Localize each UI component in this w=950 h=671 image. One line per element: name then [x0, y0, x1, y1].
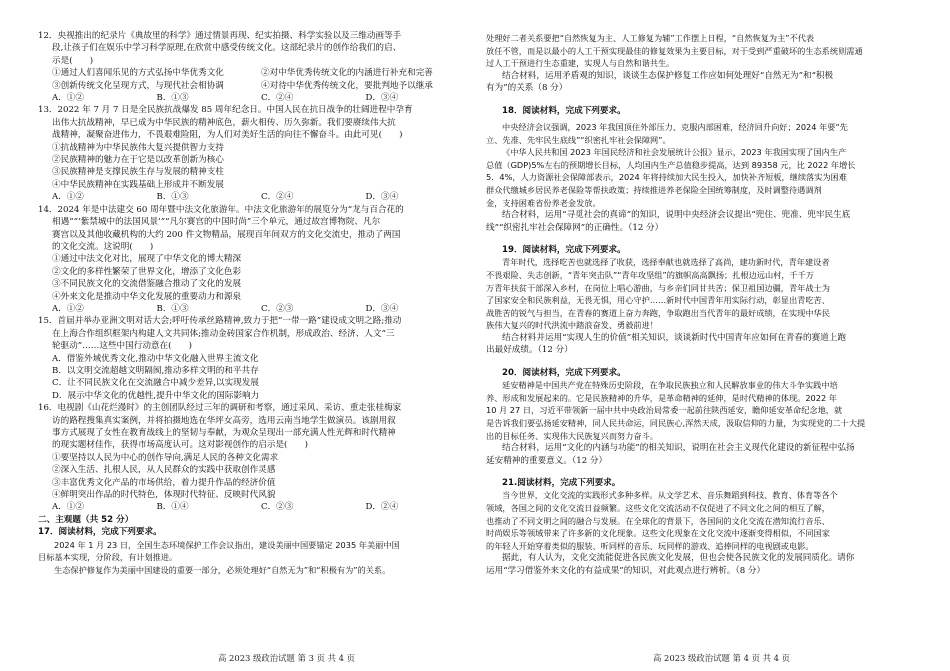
q14-stem	[38, 204, 470, 254]
q16-items	[38, 452, 470, 502]
q12-items-row	[38, 67, 470, 79]
q17-material-line: 放任不管，而是以最小的人工干预实现最佳的修复效果为主要目标，对于受到严重破坏的生态系统则需通	[486, 45, 863, 56]
q14-stem-line: 赛宫以及其他收藏机构的大约 200 件文物精品，展现百年间双方的文化交流史，推动了两国	[52, 229, 401, 240]
q13-choice-b: B．①③	[156, 192, 189, 203]
q13-item: ①抗战精神为中华民族伟大复兴提供智力支持	[52, 142, 224, 153]
page-footer-left: 高 2023 级政治试题 第 3 页 共 4 页	[218, 653, 356, 663]
question-17-continued	[486, 32, 914, 95]
question-20	[486, 367, 914, 467]
q15-option-d: D．展示中华文化的优越性,提升中华文化的国际影响力	[52, 390, 260, 401]
q15-stem-line: 在上海合作组织框架内构建人文共同体;推动金砖国家合作机制，形成政治、经济、人文“三	[52, 328, 395, 339]
q12-choice-a: A．①②	[52, 93, 84, 104]
question-14	[38, 204, 470, 316]
question-13	[38, 104, 470, 203]
q12-item: ④对待中华优秀传统文化，要批判地予以继承	[261, 80, 433, 91]
q18-material-line: 群众代缴城乡居民养老保险等帮扶政策；持续推进养老保险全国统筹制度，及时调整待遇调剂	[486, 184, 822, 195]
q15-stem	[38, 315, 470, 352]
q20-material-line: 是告诉我们要弘扬延安精神，同人民共命运，同民族心,浑然天成，汲取信仰的力量，为实现党的二十大提	[486, 417, 866, 428]
q13-stem-line: 出伟大抗战精神，早已成为中华民族的精神底色，薪火相传、历久弥新。我们要赓续伟大抗	[52, 117, 396, 128]
q13-item: ④中华民族精神在实践基础上形成并不断发展	[52, 179, 224, 190]
q19-material-line: 战胜苦的锐气与担当，在青春的赛道上奋力奔跑，争取跑出当代青年的最好成绩，在实现中华民	[486, 307, 830, 318]
q12-stem-line: 示是( )	[52, 55, 94, 66]
q16-item: ③丰富优秀文化产品的市场供给，着力提升作品的经济价值	[52, 477, 276, 488]
q12-stem-line: 12．央视推出的纪录片《典故里的科学》通过情景再现、纪实拍摄、科学实验以及三维动画等手	[38, 31, 402, 41]
question-18	[486, 105, 914, 234]
q16-choice-d: D．②④	[365, 502, 399, 513]
left-column	[38, 0, 470, 671]
q17-material	[38, 539, 470, 577]
q14-stem-line: 的文化交流。这说明( )	[52, 241, 154, 252]
q16-choice-a: A．①②	[52, 502, 84, 513]
q16-choice-b: B．①④	[156, 502, 189, 513]
q12-stem-line: 段,让孩子们在娱乐中学习科学原理,在欣赏中感受传统文化。这部纪录片的创作给我们的启、	[52, 43, 402, 54]
q21-task-line: 运用“学习借鉴外来文化的有益成果”的知识，对此观点进行辨析。（8 分）	[486, 565, 766, 576]
q14-stem-line: 相遇”“‘紫禁城中的法国风景’”“凡尔赛宫的中国时尚”三个单元，通过故宫博物院、凡尔	[52, 217, 381, 228]
q21-material-line: 当今世界，文化交流的实践形式多种多样。从文学艺术、音乐舞蹈到科技、教育、体育等各个	[502, 490, 838, 501]
q16-stem-line: 16．电视剧《山花烂漫时》的主创团队经过三年的调研和考察，通过采风、采访、重走张桂梅家	[38, 403, 402, 414]
section-heading: 二、主观题（共 52 分）	[38, 514, 134, 525]
q20-material-line: 10 月 27 日，习近平带领新一届中共中央政治局常委一起前往陕西延安，瞻仰延安革命纪念地，就	[486, 405, 843, 416]
q16-stem-line: 事方式展现了女性在教育战线上的坚韧与奉献，为观众呈现出一部充满人性光辉和时代精神	[52, 428, 396, 438]
q12-choices	[38, 92, 470, 104]
q14-item: ②文化的多样性繁荣了世界文化，增添了文化色彩	[52, 266, 242, 277]
q12-items-row	[38, 80, 470, 92]
q19-task-line: 结合材料并运用“实现人生的价值”相关知识，谈谈新时代中国青年应如何在青春的赛道上跑	[502, 332, 846, 343]
q18-material-line: 中央经济会议强调，2023 年我国顶住外部压力、克服内部困难，经济回升向好；2024 年要“先	[502, 122, 848, 132]
question-12	[38, 30, 470, 104]
question-17	[38, 526, 470, 576]
q13-stem-line: 战精神，凝聚奋进伟力，不畏艰难险阻，为人们对美好生活的向往不懈奋斗。由此可见( )	[52, 130, 403, 141]
q14-choice-d: D．③④	[365, 303, 399, 314]
q18-task-line: 结合材料，运用“寻觅社会的真谛”的知识，说明中央经济会议提出“兜住、兜准、兜牢民生底	[502, 210, 851, 221]
q17-material-line: 处理好二者关系要把“自然恢复为主、人工修复为辅”工作摆上日程，“自然恢复为主”不代表	[486, 33, 815, 43]
q13-choice-c: C．②④	[261, 192, 294, 203]
q19-task	[486, 332, 914, 357]
q18-material-line: 5．4%，人力资源社会保障部表示，2024 年将持续加大民生投入，加快补齐短板，继续落实为困难	[486, 172, 847, 183]
q20-task-line: 延安精神的重要意义。（12 分）	[486, 455, 608, 466]
q17-material-line: 过人工干预进行生态重建，实现人与自然和谐共生。	[486, 58, 675, 69]
q12-stem	[38, 30, 470, 67]
q18-material-line: 立、先准、先牢民生底线”“织密扎牢社会保障网”。	[486, 134, 671, 145]
q16-item: ②深入生活、扎根人民，从人民群众的实践中获取创作灵感	[52, 465, 276, 476]
q16-choice-c: C．②③	[261, 502, 294, 513]
q20-title: 20．阅读材料，完成下列要求。	[502, 367, 626, 378]
q21-task-line: 据此，有人认为，文化交流能促进各民族文化发展，但也会使各民族文化的发展同质化。请你	[502, 553, 855, 564]
q19-material-line: 了国家安全和民族利益，无畏无惧，用心守护……新时代中国青年用实际行动，彰显出青吃苦、	[486, 295, 830, 306]
q19-material-line: 不畏艰险、失志创新，“青年突击队”“青年攻坚组”的旗帜高高飘扬；扎根边远山村，千千万	[486, 269, 815, 280]
q20-material-line: 出的目标任务、实现伟大民族复兴而努力奋斗。	[486, 430, 658, 441]
q19-material-line: 青年时代，选择吃苦也就选择了收获，选择奉献也就选择了高尚，建功新时代，青年建设者	[502, 257, 830, 268]
q18-material	[486, 121, 914, 209]
q17-material-line: 生态保护修复作为美丽中国建设的重要一部分，必须处理好“自然无为”和“积极有为”的关系。	[54, 564, 391, 575]
question-16	[38, 402, 470, 514]
q13-items	[38, 142, 470, 192]
q20-task-line: 结合材料，运用“文化的内涵与功能”的相关知识，说明在社会主义现代化建设的新征程中弘扬	[502, 443, 855, 454]
q14-item: ④外来文化是推动中华文化发展的重要动力和源泉	[52, 291, 242, 302]
q14-stem-line: 14．2024 年是中法建交 60 周年暨中法文化旅游年。中法文化旅游年的展览分为“龙与百合花的	[38, 204, 404, 215]
q15-option-c: C．让不同民族文化在交流融合中减少差异,以实现发展	[52, 378, 259, 389]
q17-material-line: 目标基本实现，分阶段，有计划推进。	[38, 552, 178, 563]
q21-material-line: 也推动了不同文明之间的融合与发展。在全球化的背景下，各国间的文化交流在潜知流行音乐、	[486, 515, 830, 526]
q15-stem-line: 15．首届并举办亚洲文明对话大会;呼吁传承丝路精神,致力于把“一带一路”建设成文明之路;推动	[38, 316, 402, 327]
q18-material-line: 《中华人民共和国 2023 年国民经济和社会发展统计公报》显示，2023 年我国实现了国内生产	[502, 147, 847, 158]
q13-item: ②民族精神的魅力在于它是以改革创新为核心	[52, 155, 224, 166]
q20-material-line: 养、形成和发展起来的。它是民族精神的升华，是革命精神的延伸，是时代精神的体现。2022 年	[486, 392, 837, 403]
q14-choice-b: B．①③	[156, 303, 189, 314]
q13-choice-a: A．①②	[52, 192, 84, 203]
q18-title: 18．阅读材料，完成下列要求。	[502, 105, 626, 116]
q13-choice-d: D．③④	[365, 192, 399, 203]
q14-choice-a: A．①②	[52, 303, 84, 314]
q16-stem	[38, 402, 470, 452]
q18-material-line: 金，支持困难省份养老金发放。	[486, 197, 601, 208]
q12-item: ①通过人们喜闻乐见的方式弘扬中华优秀文化	[52, 68, 224, 79]
question-19	[486, 244, 914, 357]
q19-material-line: 万青年扶贫干部深入乡村，在岗位上唱心游曲，与乡亲们同甘共苦；保卫祖国边疆，青年战士为	[486, 282, 830, 293]
q16-stem-line: 的现实题材佳作，获得市场高度认可。这对影视创作的启示是( )	[52, 440, 308, 451]
q16-stem-line: 访的路程搜集真实案例，并将拍摄地选在华坪女高旁，选用云南当地学生做演员。该剧用叙	[52, 415, 396, 426]
question-21	[486, 477, 914, 577]
q20-material	[486, 379, 914, 442]
q15-stem-line: 轮驱动”……这些中国行动意在( )	[52, 341, 193, 352]
q16-choices	[38, 501, 470, 513]
q21-title: 21.阅读材料，完成下列要求。	[502, 477, 621, 488]
q17-task	[486, 70, 914, 95]
q18-task-line: 线”“织密扎牢社会保障网”的正确性。（12 分）	[486, 222, 664, 233]
q15-option-a: A．借鉴外域优秀文化,推动中华文化融入世界主流文化	[52, 353, 259, 364]
q19-material-line: 族伟大复兴的时代洪流中踏浪奋发、勇毅前进！	[486, 320, 658, 331]
q16-item: ①要坚持以人民为中心的创作导向,满足人民的各种文化需求	[52, 452, 279, 463]
q14-choices	[38, 303, 470, 315]
question-15	[38, 315, 470, 402]
q20-task	[486, 442, 914, 467]
q16-item: ④鲜明突出作品的时代特色，体现时代特征、反映时代风貌	[52, 490, 276, 501]
q13-choices	[38, 191, 470, 203]
q17-task-line: 结合材料，运用矛盾观的知识，谈谈生态保护修复工作应如何处理好“自然无为”和“积极	[502, 70, 834, 81]
q21-material-line: 时尚娱乐等领域带来了许多新的文化现象。这些文化现象在文化交流中逐渐变得相似，不同国家	[486, 528, 830, 539]
q15-option-b: B．以文明交流超越文明隔阂,推动多样文明的和平共存	[52, 365, 259, 376]
page-footer-right: 高 2023 级政治试题 第 4 页 共 4 页	[653, 653, 791, 663]
q19-material	[486, 256, 914, 332]
q14-choice-c: C．②③	[261, 303, 294, 314]
q14-item: ③不同民族文化的交流借鉴融合推动了文化的发展	[52, 279, 242, 290]
q12-choice-b: B．①③	[156, 93, 189, 104]
q18-task	[486, 209, 914, 234]
q13-item: ③民族精神是支撑民族生存与发展的精神支柱	[52, 167, 224, 178]
q13-stem-line: 13．2022 年 7 月 7 日是全民族抗战爆发 85 周年纪念日。中国人民在抗日战争的壮阔进程中孕育	[38, 105, 413, 116]
q21-material-line: 的年轻人开始穿着类似的服装、听同样的音乐、玩同样的游戏、追捧同样的电视剧或电影。	[486, 540, 814, 551]
q19-task-line: 出最好成绩。（12 分）	[486, 345, 573, 356]
q17-material-cont	[486, 32, 914, 70]
q21-material	[486, 489, 914, 552]
q17-material-line: 2024 年 1 月 23 日，全国生态环境保护工作会议指出，建设美丽中国要锚定 2035 年美丽中国	[54, 539, 400, 550]
q12-choice-d: D．③④	[365, 93, 399, 104]
q21-material-line: 领域，各国之间的文化交流日益频繁。这些文化交流活动不仅促进了不同文化之间的相互了解，	[486, 502, 830, 513]
q21-task	[486, 552, 914, 577]
q14-item: ①通过中法文化对比，展现了中华文化的博大精深	[52, 254, 242, 265]
q17-title: 17．阅读材料，完成下列要求。	[38, 527, 162, 538]
q13-stem	[38, 104, 470, 141]
q12-choice-c: C．②④	[261, 93, 294, 104]
q12-item: ②对中华优秀传统文化的内涵进行补充和完善	[261, 68, 433, 79]
q12-item: ③创新传统文化呈现方式，与现代社会相协调	[52, 80, 224, 91]
q17-task-line: 有为”的关系（8 分）	[486, 83, 568, 94]
q18-material-line: 总值（GDP)5%左右的预期增长目标，人均国内生产总值稳步提高，达到 89358 元，比 2022 年增长	[486, 159, 856, 170]
right-column	[486, 0, 914, 671]
q14-items	[38, 253, 470, 303]
q15-options	[38, 353, 470, 403]
q19-title: 19．阅读材料，完成下列要求。	[502, 244, 626, 255]
q20-material-line: 延安精神是中国共产党在特殊历史阶段，在争取民族独立和人民解放事业的伟大斗争实践中培	[502, 380, 838, 391]
